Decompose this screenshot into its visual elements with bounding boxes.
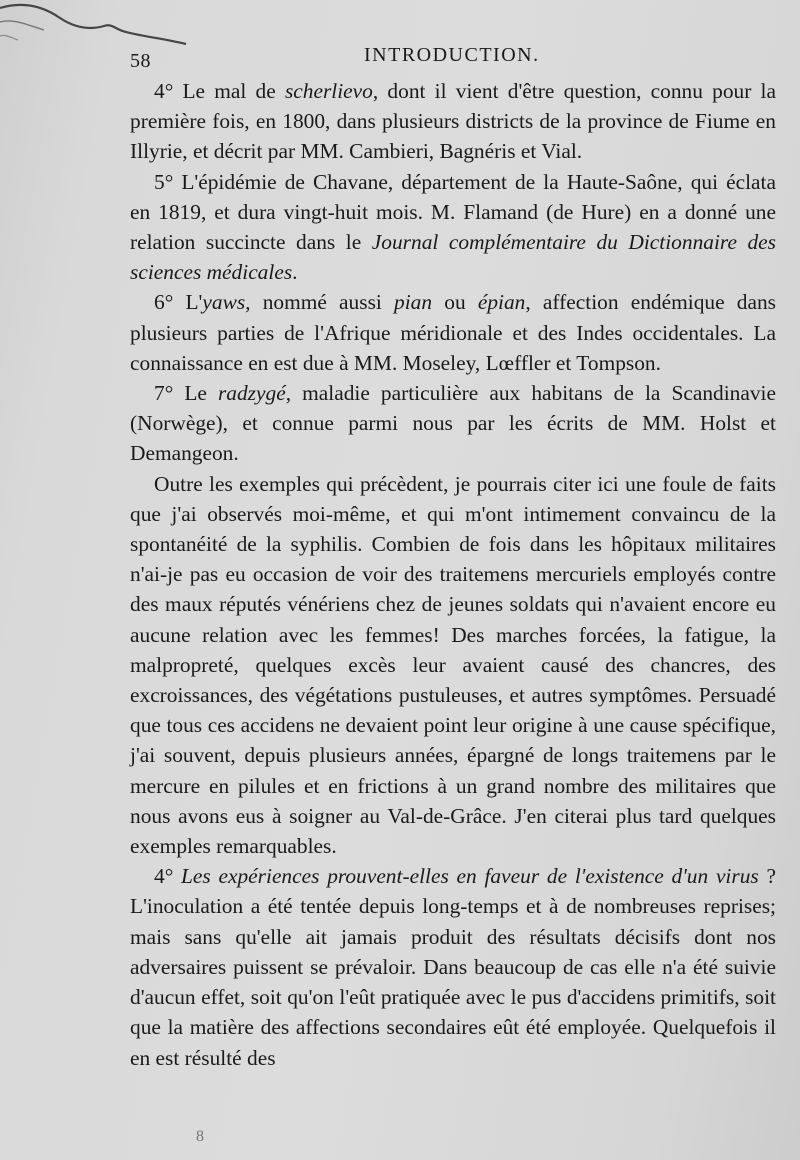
italic-text: radzygé (217, 381, 286, 406)
text-run: 7° Le (154, 381, 218, 406)
body-text (130, 76, 776, 1073)
text-run: 4° (154, 864, 182, 889)
text-run: ? L'inoculation a été tentée depuis long-temps et à de nombreuses reprises; mais sans qu'elle ait jamais produit des résultats décisifs dont nos adversaires puissent se prévaloir. Dans beaucoup de cas elle n'a été suivie d'aucun effet, soit qu'on l'eût pratiquée avec le pus d'accidens primitifs, soit que la matière des affections secondaires eût été employée. Quelquefois il en est résulté des (130, 864, 776, 1070)
text-run: 6° L' (154, 290, 203, 315)
paragraph (130, 861, 776, 1072)
italic-text: pian (394, 290, 433, 315)
paragraph (130, 167, 776, 288)
text-run: 4° Le mal de (154, 79, 285, 103)
text-run: , dont il vient d'être question, connu pour la première fois, en 1800, dans plusieurs districts de la province de Fiume en Illyrie, et décrit par MM. Cambieri, Bagnéris et Vial. (130, 79, 776, 164)
paragraph (130, 378, 776, 469)
text-run: 5° L'épidémie de Chavane, département de la Haute-Saône, qui éclata en 1819, et dura vingt-huit mois. M. Flamand (de Hure) en a donné une relation succincte dans le (130, 169, 776, 255)
text-run: Outre les exemples qui précèdent, je pourrais citer ici une foule de faits que j'ai observés moi-même, et qui m'ont intimement convaincu de la spontanéité de la syphilis. Combien de fois dans les hôpitaux militaires n'ai-je pas eu occasion de voir des traitemens mercuriels employés contre des maux réputés vénériens chez de jeunes soldats qui n'avaient encore eu aucune relation avec les femmes! Des marches forcées, la fatigue, la malpropreté, quelques excès leur avaient causé des chancres, des excroissances, des végétations pustuleuses, et autres symptômes. Persuadé que tous ces accidens ne devaient point leur origine à une cause spécifique, j'ai souvent, depuis plusieurs années, épargné de longs traitemens par le mercure en pilules et en frictions à un grand nombre des militaires que nous avons eus à soigner au Val-de-Grâce. J'en citerai plus tard quelques exemples remarquables. (130, 471, 776, 859)
text-run: ou (432, 290, 478, 315)
text-run: , affection endémique dans plusieurs parties de l'Afrique méridionale et des Indes occidentales. La connaissance en est due à MM. Moseley, Lœffler et Tompson. (130, 290, 776, 375)
italic-text: Les expériences prouvent-elles en faveur de l'existence d'un virus (181, 864, 759, 889)
page-number: 58 (130, 50, 151, 72)
text-run: , maladie particulière aux habitans de la Scandinavie (Norwège), et connue parmi nous par les écrits de MM. Holst et Demangeon. (130, 381, 776, 466)
paragraph (130, 287, 776, 378)
text-run: . (292, 260, 298, 285)
italic-text: yaws, (202, 290, 251, 315)
running-head: INTRODUCTION. (364, 44, 540, 66)
page-header (128, 44, 778, 74)
italic-text: scherlievo (284, 79, 373, 103)
paragraph (130, 76, 776, 167)
italic-text: épian (477, 290, 526, 315)
italic-text: Journal complémentaire du Dictionnaire des sciences médicales (130, 230, 777, 285)
text-run: nommé aussi (250, 290, 395, 315)
folio-mark: 8 (196, 1128, 204, 1145)
paragraph (130, 469, 776, 862)
